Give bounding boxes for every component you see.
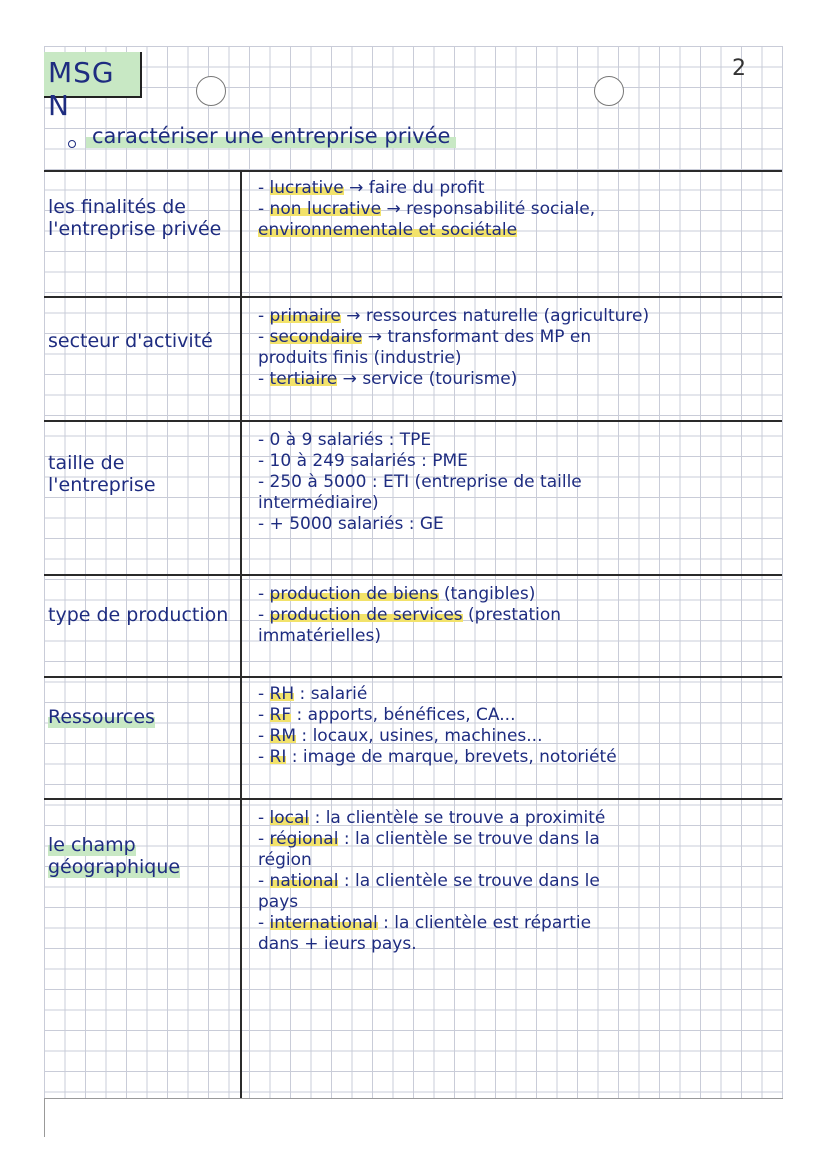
list-item: - RI : image de marque, brevets, notoriété: [258, 747, 617, 767]
binder-hole-left: [196, 76, 226, 106]
row-label-ressources: Ressources: [48, 706, 155, 728]
row-content-finalites: [258, 178, 778, 241]
table-divider-3: [44, 420, 782, 422]
row-label-secteur: secteur d'activité: [48, 330, 213, 352]
list-item: - international : la clientèle est répartie: [258, 913, 592, 933]
row-label-taille: taille de l'entreprise: [48, 452, 156, 496]
row-label-champ: le champ géographique: [48, 834, 181, 878]
list-item: intermédiaire): [258, 493, 379, 513]
row-content-production: [258, 584, 778, 647]
row-label-finalites: les finalités de l'entreprise privée: [48, 196, 222, 240]
table-divider-5: [44, 676, 782, 678]
binder-hole-right: [594, 76, 624, 106]
list-item: - national : la clientèle se trouve dans le: [258, 871, 600, 891]
list-item: région: [258, 850, 312, 870]
list-item: immatérielles): [258, 626, 381, 646]
list-item: - RM : locaux, usines, machines...: [258, 726, 543, 746]
row-label-production: type de production: [48, 604, 229, 626]
page-number: 2: [732, 56, 746, 81]
page-bottom-strip: [44, 1098, 783, 1137]
list-item: produits finis (industrie): [258, 348, 462, 368]
table-divider-6: [44, 798, 782, 800]
table-divider-2: [44, 296, 782, 298]
subject-tag: [44, 52, 142, 122]
row-content-taille: [258, 430, 778, 535]
list-item: - lucrative → faire du profit: [258, 178, 485, 198]
page-title: caractériser une entreprise privée: [86, 124, 456, 148]
list-item: pays: [258, 892, 299, 912]
subject-tag-text: MSG N: [48, 56, 115, 122]
list-item: - secondaire → transformant des MP en: [258, 327, 592, 347]
list-item: - non lucrative → responsabilité sociale,: [258, 199, 596, 219]
list-item: environnementale et sociétale: [258, 220, 518, 240]
list-item: - régional : la clientèle se trouve dans la: [258, 829, 600, 849]
list-item: - production de services (prestation: [258, 605, 562, 625]
row-content-ressources: [258, 684, 778, 768]
list-item: - production de biens (tangibles): [258, 584, 536, 604]
row-content-champ: [258, 808, 778, 955]
list-item: - RH : salarié: [258, 684, 368, 704]
title-bullet: [68, 140, 76, 148]
list-item: - local : la clientèle se trouve a proximité: [258, 808, 606, 828]
list-item: - primaire → ressources naturelle (agriculture): [258, 306, 650, 326]
list-item: dans + ieurs pays.: [258, 934, 417, 954]
list-item: - 10 à 249 salariés : PME: [258, 451, 468, 471]
table-column-divider: [240, 170, 242, 1100]
row-content-secteur: [258, 306, 778, 390]
list-item: - 0 à 9 salariés : TPE: [258, 430, 432, 450]
list-item: - RF : apports, bénéfices, CA...: [258, 705, 516, 725]
table-divider-1: [44, 170, 782, 172]
list-item: - 250 à 5000 : ETI (entreprise de taille: [258, 472, 582, 492]
list-item: - + 5000 salariés : GE: [258, 514, 444, 534]
list-item: - tertiaire → service (tourisme): [258, 369, 518, 389]
table-divider-4: [44, 574, 782, 576]
